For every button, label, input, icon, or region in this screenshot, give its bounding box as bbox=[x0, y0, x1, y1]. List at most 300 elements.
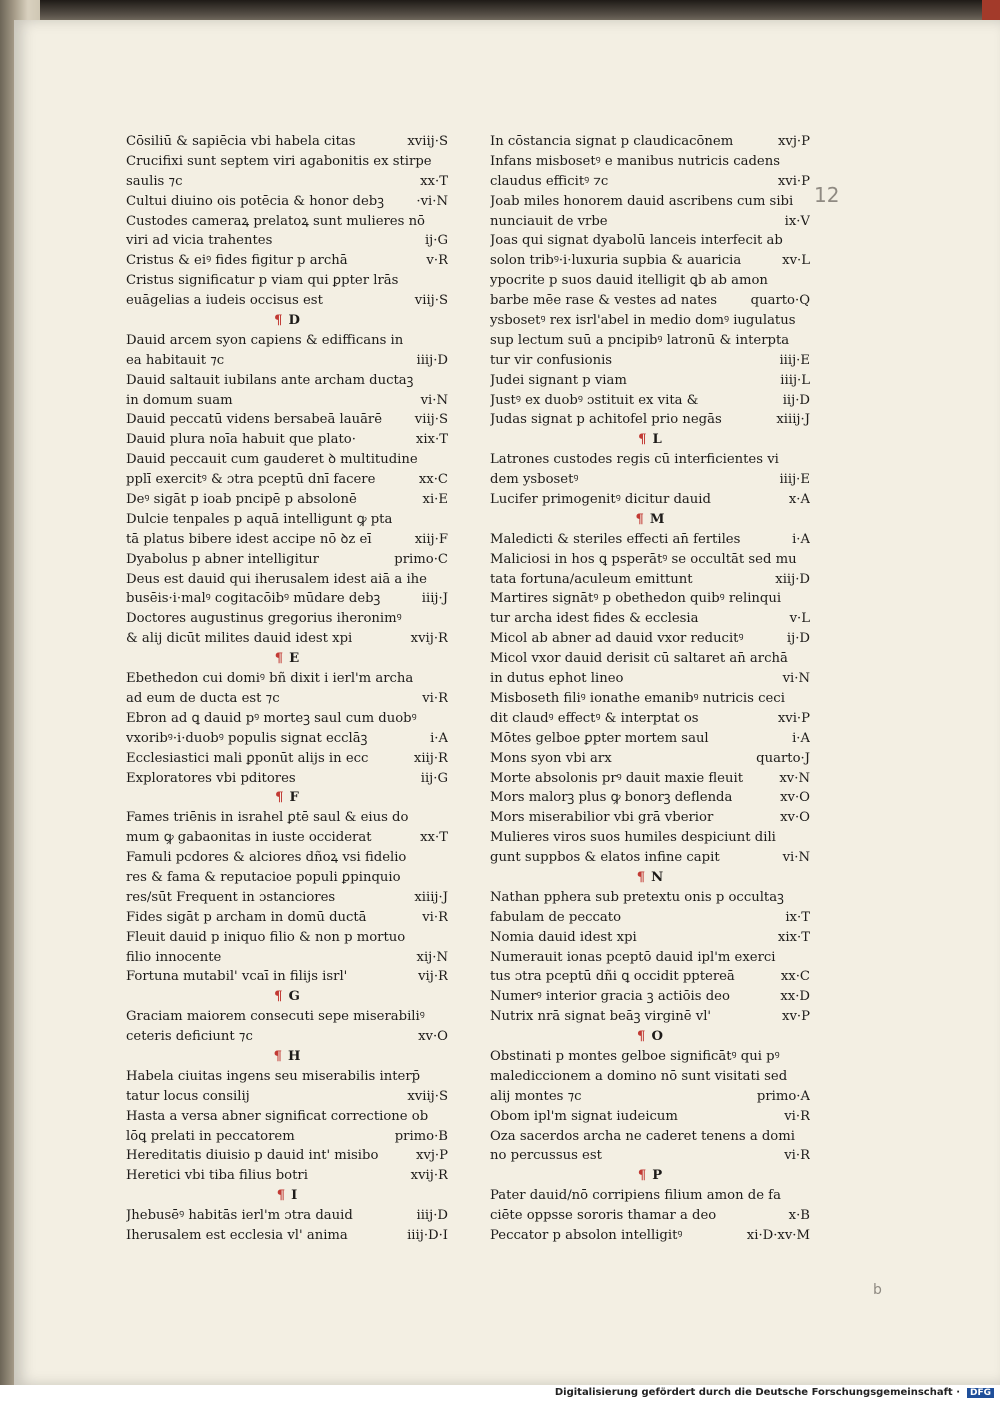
entry-text: solon tribꝰ·i·luxuria supbia & auaricia bbox=[490, 253, 742, 269]
pilcrow-mark: ¶ bbox=[275, 790, 284, 806]
index-entry bbox=[126, 928, 448, 948]
entry-text: tatur locus consilij bbox=[126, 1088, 250, 1104]
entry-text: Famuli pcdores & alciores dñoꝝ vsi fidelio bbox=[126, 850, 407, 866]
entry-reference: xx·D bbox=[780, 989, 810, 1005]
entry-reference: vi·N bbox=[420, 392, 448, 408]
section-letter: P bbox=[652, 1168, 663, 1184]
section-heading bbox=[126, 311, 448, 331]
entry-text: Judei signant p viam bbox=[490, 372, 627, 388]
index-entry bbox=[490, 1107, 810, 1127]
index-entry bbox=[490, 649, 810, 669]
index-entry bbox=[126, 888, 448, 908]
entry-reference: ij·D bbox=[786, 631, 810, 647]
entry-text: barbe mēe rase & vestes ad nates bbox=[490, 293, 718, 309]
entry-text: Dauid peccauit cum gauderet ꝺ multitudine bbox=[126, 452, 418, 468]
section-heading bbox=[490, 1166, 810, 1186]
index-entry bbox=[490, 769, 810, 789]
index-entry bbox=[126, 669, 448, 689]
entry-text: no percussus est bbox=[490, 1148, 602, 1164]
entry-reference bbox=[804, 450, 810, 470]
index-entry bbox=[490, 1087, 810, 1107]
index-entry bbox=[490, 1127, 810, 1147]
section-letter: D bbox=[288, 313, 300, 329]
entry-text: & alij dicūt milites dauid idest xpi bbox=[126, 631, 353, 647]
entry-reference: viij·S bbox=[414, 293, 448, 309]
index-entry bbox=[490, 132, 810, 152]
entry-text: Dauid arcem syon capiens & edifficans in bbox=[126, 332, 404, 348]
entry-reference: xv·N bbox=[779, 770, 810, 786]
entry-text: in dutus ephot lineo bbox=[490, 671, 624, 687]
index-entry bbox=[126, 391, 448, 411]
pilcrow-mark: ¶ bbox=[635, 511, 644, 527]
index-entry bbox=[490, 669, 810, 689]
entry-text: Fames triēnis in israhel ꝑtē saul & eius do bbox=[126, 810, 409, 826]
entry-text: Lucifer primogenitꝰ dicitur dauid bbox=[490, 492, 711, 508]
entry-reference: vi·R bbox=[422, 690, 448, 706]
entry-reference: xv·L bbox=[782, 253, 810, 269]
entry-reference bbox=[442, 271, 448, 291]
entry-text: gunt suppbos & elatos infine capit bbox=[490, 850, 720, 866]
entry-text: Fides sigāt p archam in domū ductā bbox=[126, 909, 367, 925]
entry-text: Cōsiliū & sapiēcia vbi habela citas bbox=[126, 134, 356, 149]
entry-text: tus ɔtra pceptū dñi ꝗ occidit pptereā bbox=[490, 969, 735, 985]
index-entry bbox=[490, 788, 810, 808]
index-entry bbox=[490, 470, 810, 490]
index-entry bbox=[126, 1087, 448, 1107]
entry-reference: xiij·R bbox=[413, 750, 448, 766]
index-entry bbox=[126, 231, 448, 251]
entry-reference: quarto·Q bbox=[750, 293, 810, 309]
entry-reference: vi·R bbox=[422, 909, 448, 925]
entry-reference bbox=[442, 868, 448, 888]
entry-reference: iiij·L bbox=[780, 372, 810, 388]
footer-bar bbox=[0, 1385, 1000, 1402]
entry-reference bbox=[804, 311, 810, 331]
entry-text: Justꝰ ex duobꝰ ɔstituit ex vita & bbox=[490, 392, 699, 408]
index-entry bbox=[490, 251, 810, 271]
entry-text: Mōtes gelboe ꝑpter mortem saul bbox=[490, 730, 709, 746]
entry-reference: vi·N bbox=[782, 850, 810, 866]
entry-reference bbox=[442, 928, 448, 948]
entry-text: ciēte oppsse sororis thamar a deo bbox=[490, 1208, 717, 1224]
section-letter: L bbox=[652, 432, 662, 448]
entry-reference bbox=[442, 510, 448, 530]
entry-reference bbox=[442, 570, 448, 590]
index-entry bbox=[490, 1186, 810, 1206]
pilcrow-mark: ¶ bbox=[636, 869, 646, 885]
section-letter: I bbox=[291, 1188, 298, 1204]
index-entry bbox=[490, 928, 810, 948]
entry-reference bbox=[804, 1127, 810, 1147]
entry-reference: xv·O bbox=[418, 1029, 448, 1045]
entry-text: Habela ciuitas ingens seu miserabilis interp̄ bbox=[126, 1068, 421, 1084]
index-entry bbox=[490, 351, 810, 371]
entry-reference bbox=[442, 212, 448, 232]
index-entry bbox=[490, 908, 810, 928]
index-entry bbox=[490, 729, 810, 749]
index-entry bbox=[490, 391, 810, 411]
entry-text: Infans misbosetꝰ e manibus nutricis cadens bbox=[490, 153, 780, 169]
entry-text: Jhebusēꝰ habitās ierl'm ɔtra dauid bbox=[126, 1208, 353, 1224]
entry-reference bbox=[804, 589, 810, 609]
index-entry bbox=[490, 490, 810, 510]
entry-text: Mors malorꝫ plus ꝙ bonorꝫ deflenda bbox=[490, 790, 733, 806]
index-entry bbox=[490, 311, 810, 331]
section-letter: G bbox=[288, 989, 300, 1005]
index-entry bbox=[126, 490, 448, 510]
section-heading bbox=[126, 1047, 448, 1067]
entry-reference bbox=[442, 1107, 448, 1127]
entry-reference: ·vi·N bbox=[416, 193, 448, 209]
entry-reference bbox=[442, 152, 448, 172]
pencil-mark: b bbox=[873, 1282, 882, 1298]
entry-reference: xvj·P bbox=[415, 1148, 448, 1164]
entry-text: filio innocente bbox=[126, 949, 222, 965]
entry-text: Obstinati p montes gelboe significātꝰ qui pꝰ bbox=[490, 1048, 780, 1064]
entry-text: Custodes cameraꝝ prelatoꝝ sunt mulieres nō bbox=[126, 213, 426, 229]
index-entry bbox=[126, 709, 448, 729]
entry-reference: xix·T bbox=[415, 432, 448, 448]
entry-text: Ebron ad ꝗ dauid pꝰ morteꝫ saul cum duobꝰ bbox=[126, 710, 417, 726]
entry-reference: i·A bbox=[430, 730, 448, 746]
entry-reference: xix·T bbox=[777, 929, 810, 945]
entry-reference: iiij·E bbox=[779, 352, 810, 368]
entry-text: res & fama & reputacioe populi ꝑpinquio bbox=[126, 869, 401, 885]
entry-reference: xiij·D bbox=[775, 571, 810, 587]
index-entry bbox=[126, 371, 448, 391]
index-entry bbox=[126, 510, 448, 530]
entry-text: fabulam de peccato bbox=[490, 909, 622, 925]
left-column bbox=[126, 132, 448, 1246]
entry-reference: ix·T bbox=[785, 909, 810, 925]
entry-text: ypocrite p suos dauid itelligit ꝗb ab amon bbox=[490, 273, 768, 289]
index-entry bbox=[490, 749, 810, 769]
entry-text: Mulieres viros suos humiles despiciunt dili bbox=[490, 830, 776, 846]
pilcrow-mark: ¶ bbox=[638, 432, 647, 448]
index-entry bbox=[490, 709, 810, 729]
entry-text: tur vir confusionis bbox=[490, 352, 613, 368]
pilcrow-mark: ¶ bbox=[276, 1188, 286, 1204]
index-entry bbox=[126, 410, 448, 430]
entry-text: Hasta a versa abner significat correctione ob bbox=[126, 1108, 429, 1124]
entry-reference bbox=[804, 331, 810, 351]
entry-text: Doctores augustinus gregorius iheronimꝰ bbox=[126, 611, 402, 627]
index-entry bbox=[126, 331, 448, 351]
entry-text: Latrones custodes regis cū interficientes vi bbox=[490, 452, 779, 468]
entry-text: busēis·i·malꝰ cogitacōibꝰ mūdare debꝫ bbox=[126, 591, 381, 607]
index-entry bbox=[490, 450, 810, 470]
entry-text: Joab miles honorem dauid ascribens cum sibi bbox=[490, 193, 794, 209]
index-entry bbox=[126, 1206, 448, 1226]
entry-text: Fortuna mutabil' vcaī in filijs isrl' bbox=[126, 969, 348, 985]
dfg-logo: DFG bbox=[967, 1388, 994, 1398]
index-entry bbox=[126, 291, 448, 311]
index-entry bbox=[126, 212, 448, 232]
entry-text: Numerauit ionas pceptō dauid ipl'm exerci bbox=[490, 949, 776, 965]
index-entry bbox=[126, 1127, 448, 1147]
index-entry bbox=[126, 629, 448, 649]
index-entry bbox=[490, 888, 810, 908]
index-entry bbox=[126, 1007, 448, 1027]
entry-text: Judas signat p achitofel prio negās bbox=[490, 412, 722, 428]
entry-reference: iij·D bbox=[782, 392, 810, 408]
pilcrow-mark: ¶ bbox=[637, 1029, 646, 1045]
entry-reference: xx·C bbox=[418, 472, 448, 488]
entry-text: Deus est dauid qui iherusalem idest aiā a ihe bbox=[126, 571, 427, 587]
entry-reference: xviij·S bbox=[407, 1088, 448, 1104]
entry-reference bbox=[804, 1067, 810, 1087]
entry-reference: viij·S bbox=[414, 412, 448, 428]
entry-text: euāgelias a iudeis occisus est bbox=[126, 293, 323, 309]
entry-text: ea habitauit ⁊c bbox=[126, 352, 225, 368]
entry-text: claudus efficitꝰ ⁊c bbox=[490, 173, 609, 189]
index-entry bbox=[490, 1146, 810, 1166]
entry-reference bbox=[804, 231, 810, 251]
index-entry bbox=[126, 1166, 448, 1186]
entry-text: malediccionem a domino nō sunt visitati sed bbox=[490, 1068, 788, 1084]
entry-text: Oza sacerdos archa ne caderet tenens a domi bbox=[490, 1128, 795, 1144]
entry-reference: xx·T bbox=[420, 830, 448, 846]
index-entry bbox=[126, 192, 448, 212]
index-entry bbox=[490, 808, 810, 828]
entry-text: Exploratores vbi pditores bbox=[126, 770, 296, 786]
section-heading bbox=[126, 649, 448, 669]
entry-reference: iiij·D bbox=[416, 352, 448, 368]
index-entry bbox=[126, 609, 448, 629]
entry-text: Crucifixi sunt septem viri agabonitis ex stirpe bbox=[126, 153, 432, 169]
entry-reference bbox=[804, 1047, 810, 1067]
entry-reference bbox=[804, 828, 810, 848]
section-heading bbox=[490, 510, 810, 530]
entry-reference: xvij·R bbox=[410, 1168, 448, 1184]
index-entry bbox=[126, 450, 448, 470]
entry-text: lōꝗ prelati in peccatorem bbox=[126, 1128, 295, 1144]
entry-reference bbox=[804, 550, 810, 570]
index-entry bbox=[490, 410, 810, 430]
entry-reference: i·A bbox=[792, 531, 810, 547]
index-entry bbox=[490, 530, 810, 550]
entry-text: Obom ipl'm signat iudeicum bbox=[490, 1108, 678, 1124]
index-entry bbox=[490, 331, 810, 351]
entry-text: dit claudꝰ effectꝰ & interptat os bbox=[490, 710, 699, 726]
index-entry bbox=[126, 1067, 448, 1087]
index-entry bbox=[490, 967, 810, 987]
entry-reference: xiij·F bbox=[414, 531, 448, 547]
index-entry bbox=[490, 589, 810, 609]
entry-reference: xiiij·J bbox=[776, 412, 810, 428]
index-entry bbox=[490, 192, 810, 212]
index-entry bbox=[490, 550, 810, 570]
entry-reference bbox=[442, 1007, 448, 1027]
entry-text: Joas qui signat dyabolū lanceis interfecit ab bbox=[490, 233, 783, 249]
entry-reference bbox=[804, 888, 810, 908]
entry-text: Numerꝰ interior gracia ꝫ actiōis deo bbox=[490, 989, 730, 1005]
pilcrow-mark: ¶ bbox=[274, 651, 284, 667]
index-entry bbox=[126, 769, 448, 789]
entry-reference bbox=[804, 152, 810, 172]
entry-text: res/sūt Frequent in ɔstanciores bbox=[126, 889, 336, 905]
index-entry bbox=[126, 430, 448, 450]
section-heading bbox=[126, 1186, 448, 1206]
entry-reference: xvi·P bbox=[777, 173, 810, 189]
index-entry bbox=[490, 271, 810, 291]
entry-text: dem ysbosetꝰ bbox=[490, 472, 579, 488]
index-entry bbox=[126, 848, 448, 868]
index-entry bbox=[490, 1047, 810, 1067]
index-entry bbox=[490, 1226, 810, 1246]
entry-reference bbox=[804, 192, 810, 212]
entry-reference: xvij·R bbox=[410, 631, 448, 647]
entry-reference: xi·E bbox=[422, 492, 448, 508]
index-entry bbox=[490, 291, 810, 311]
entry-reference bbox=[442, 1067, 448, 1087]
index-entry bbox=[126, 271, 448, 291]
entry-text: Hereditatis diuisio p dauid int' misibo bbox=[126, 1148, 379, 1164]
entry-reference: iiij·E bbox=[779, 472, 810, 488]
index-entry bbox=[490, 629, 810, 649]
index-entry bbox=[126, 808, 448, 828]
entry-text: Pater dauid/nō corripiens filium amon de fa bbox=[490, 1188, 781, 1204]
entry-reference: vij·R bbox=[418, 969, 448, 985]
entry-reference: xvj·P bbox=[777, 134, 810, 149]
entry-text: Martires signātꝰ p obethedon quibꝰ relinqui bbox=[490, 591, 782, 607]
pilcrow-mark: ¶ bbox=[273, 1048, 282, 1064]
index-entry bbox=[490, 1067, 810, 1087]
index-entry bbox=[126, 172, 448, 192]
index-entry bbox=[126, 251, 448, 271]
entry-reference: xviij·S bbox=[407, 134, 448, 149]
entry-reference: primo·A bbox=[756, 1088, 810, 1104]
entry-reference bbox=[804, 689, 810, 709]
pencil-folio-number: 12 bbox=[814, 183, 840, 207]
entry-text: ad eum de ducta est ⁊c bbox=[126, 690, 280, 706]
entry-reference: primo·B bbox=[394, 1128, 448, 1144]
entry-text: Mors miserabilior vbi grā vberior bbox=[490, 810, 714, 826]
entry-reference bbox=[442, 609, 448, 629]
entry-text: Iherusalem est ecclesia vl' anima bbox=[126, 1227, 348, 1243]
entry-text: ysbosetꝰ rex isrl'abel in medio domꝰ iugulatus bbox=[490, 313, 796, 329]
entry-reference: xv·O bbox=[780, 790, 810, 806]
section-letter: N bbox=[651, 869, 664, 885]
entry-reference: xvi·P bbox=[777, 710, 810, 726]
index-entry bbox=[126, 470, 448, 490]
section-letter: F bbox=[289, 790, 299, 806]
index-entry bbox=[126, 1027, 448, 1047]
entry-text: in domum suam bbox=[126, 392, 233, 408]
index-entry bbox=[490, 987, 810, 1007]
entry-reference: ix·V bbox=[784, 213, 810, 229]
entry-text: Deꝰ sigāt p ioab pncipē p absolonē bbox=[126, 492, 357, 508]
entry-text: Micol vxor dauid derisit cū saltaret an̄ archā bbox=[490, 651, 788, 667]
entry-text: ceteris deficiunt ⁊c bbox=[126, 1029, 253, 1045]
index-entry bbox=[126, 948, 448, 968]
index-entry bbox=[490, 152, 810, 172]
index-entry bbox=[126, 530, 448, 550]
index-entry bbox=[126, 1107, 448, 1127]
index-entry bbox=[490, 1206, 810, 1226]
index-entry bbox=[126, 132, 448, 152]
entry-reference: xx·C bbox=[780, 969, 810, 985]
entry-text: Dauid plura noīa habuit que plato· bbox=[126, 432, 356, 448]
entry-reference: v·L bbox=[789, 611, 810, 627]
entry-reference: iij·G bbox=[420, 770, 448, 786]
entry-text: pplī exercitꝰ & ɔtra pceptū dnī facere bbox=[126, 472, 376, 488]
entry-text: sup lectum suū a pncipibꝰ latronū & interpta bbox=[490, 332, 790, 348]
entry-text: Heretici vbi tiba filius botri bbox=[126, 1168, 308, 1184]
pilcrow-mark: ¶ bbox=[274, 989, 283, 1005]
pilcrow-mark: ¶ bbox=[637, 1168, 647, 1184]
entry-reference: i·A bbox=[792, 730, 810, 746]
entry-reference: v·R bbox=[426, 253, 448, 269]
entry-reference bbox=[442, 848, 448, 868]
index-entry bbox=[126, 589, 448, 609]
index-entry bbox=[490, 212, 810, 232]
entry-reference bbox=[442, 709, 448, 729]
section-heading bbox=[126, 788, 448, 808]
entry-text: viri ad vicia trahentes bbox=[126, 233, 273, 249]
section-heading bbox=[490, 868, 810, 888]
entry-text: vxoribꝰ·i·duobꝰ populis signat ecclāꝫ bbox=[126, 730, 368, 746]
entry-text: alij montes ⁊c bbox=[490, 1088, 582, 1104]
index-entry bbox=[126, 570, 448, 590]
entry-text: Mons syon vbi arx bbox=[490, 750, 612, 766]
entry-text: Morte absolonis prꝰ dauit maxie fleuit bbox=[490, 770, 743, 786]
entry-reference bbox=[804, 1186, 810, 1206]
entry-reference: iiij·D·I bbox=[407, 1227, 448, 1243]
index-entry bbox=[126, 152, 448, 172]
index-entry bbox=[126, 967, 448, 987]
entry-reference bbox=[442, 669, 448, 689]
section-heading bbox=[490, 1027, 810, 1047]
entry-text: Dauid saltauit iubilans ante archam ductaꝫ bbox=[126, 372, 414, 388]
entry-reference: xx·T bbox=[420, 173, 448, 189]
entry-text: saulis ⁊c bbox=[126, 173, 183, 189]
entry-text: Micol ab abner ad dauid vxor reducitꝰ bbox=[490, 631, 744, 647]
section-letter: O bbox=[651, 1029, 663, 1045]
entry-text: Maliciosi in hos ꝗ psperātꝰ se occultāt sed mu bbox=[490, 551, 797, 567]
pilcrow-mark: ¶ bbox=[274, 313, 283, 329]
section-letter: H bbox=[287, 1048, 301, 1064]
entry-reference bbox=[442, 450, 448, 470]
index-entry bbox=[126, 351, 448, 371]
entry-reference: iiij·J bbox=[421, 591, 448, 607]
entry-reference bbox=[442, 808, 448, 828]
entry-reference bbox=[804, 649, 810, 669]
index-entry bbox=[490, 231, 810, 251]
entry-text: mum ꝙ gabaonitas in iuste occiderat bbox=[126, 830, 372, 846]
index-entry bbox=[126, 908, 448, 928]
entry-reference: vi·R bbox=[784, 1108, 810, 1124]
index-entry bbox=[490, 570, 810, 590]
entry-text: Ecclesiastici mali ꝑponūt alijs in ecc bbox=[126, 750, 369, 766]
entry-text: Nutrix nrā signat beāꝫ virginē vl' bbox=[490, 1009, 712, 1025]
index-entry bbox=[490, 948, 810, 968]
entry-reference: x·B bbox=[788, 1208, 810, 1224]
entry-reference: quarto·J bbox=[756, 750, 810, 766]
index-entry bbox=[490, 689, 810, 709]
entry-reference: primo·C bbox=[394, 551, 448, 567]
entry-reference bbox=[804, 948, 810, 968]
entry-reference: iiij·D bbox=[416, 1208, 448, 1224]
entry-reference: vi·R bbox=[784, 1148, 810, 1164]
entry-reference bbox=[442, 371, 448, 391]
entry-text: In cōstancia signat p claudicacōnem bbox=[490, 134, 734, 149]
entry-reference: x·A bbox=[788, 492, 810, 508]
entry-reference: xv·P bbox=[782, 1009, 810, 1025]
section-heading bbox=[126, 987, 448, 1007]
entry-text: Dulcie tenpales p aquā intelligunt ꝙ pta bbox=[126, 511, 393, 527]
index-entry bbox=[126, 828, 448, 848]
